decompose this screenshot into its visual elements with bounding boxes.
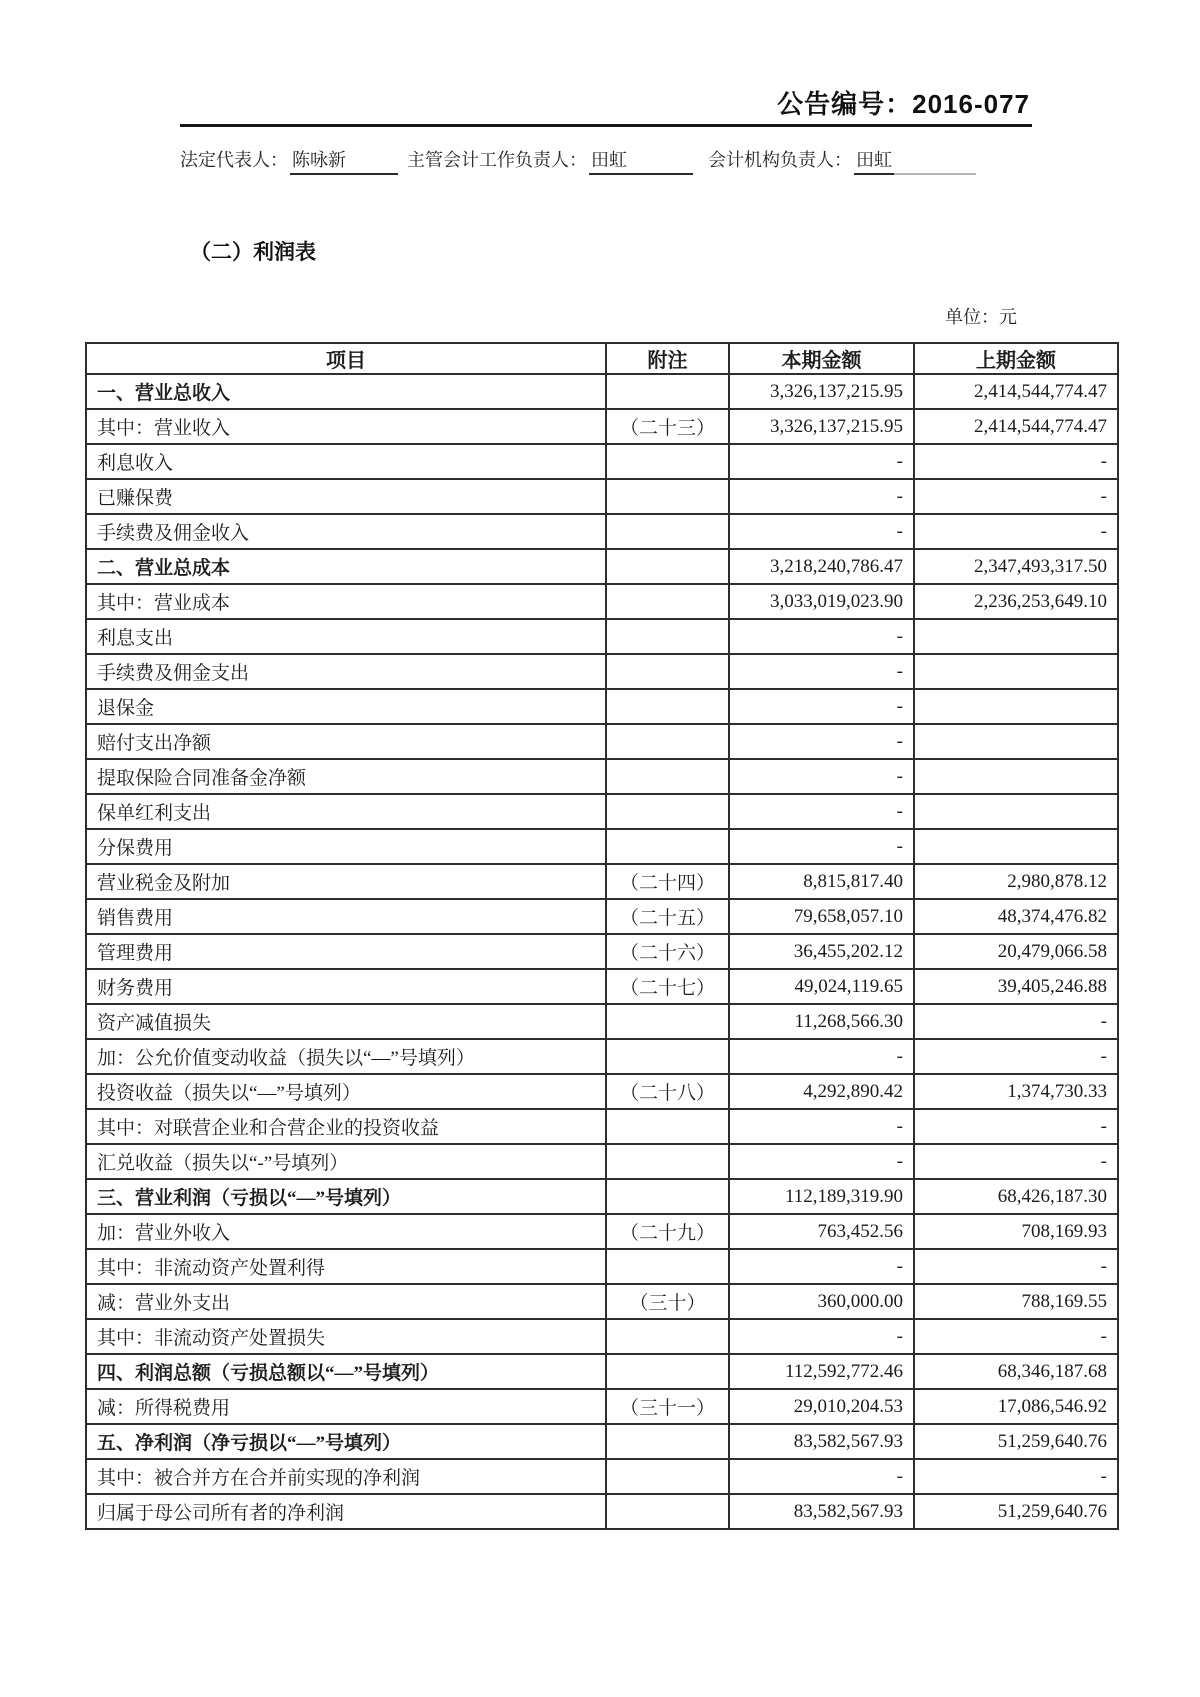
previous-amount-cell: 51,259,640.76 [914, 1494, 1118, 1529]
note-cell [606, 514, 729, 549]
current-amount-cell: 79,658,057.10 [729, 899, 914, 934]
item-cell: 利息收入 [86, 444, 606, 479]
item-cell: 资产减值损失 [86, 1004, 606, 1039]
item-cell: 赔付支出净额 [86, 724, 606, 759]
item-cell: 其中：被合并方在合并前实现的净利润 [86, 1459, 606, 1494]
current-amount-cell: 3,326,137,215.95 [729, 409, 914, 444]
item-cell: 营业税金及附加 [86, 864, 606, 899]
previous-amount-cell [914, 724, 1118, 759]
item-cell: 加：公允价值变动收益（损失以“—”号填列） [86, 1039, 606, 1074]
table-row [86, 689, 1118, 724]
column-header-current-amount: 本期金额 [729, 343, 914, 374]
table-row [86, 479, 1118, 514]
previous-amount-cell: 51,259,640.76 [914, 1424, 1118, 1459]
current-amount-cell: - [729, 1039, 914, 1074]
current-amount-cell: - [729, 619, 914, 654]
legal-rep-label: 法定代表人： [180, 150, 288, 170]
table-row [86, 724, 1118, 759]
table-row [86, 969, 1118, 1004]
accounting-dept-head-name: 田虹 [854, 146, 894, 175]
previous-amount-cell [914, 759, 1118, 794]
note-cell [606, 759, 729, 794]
previous-amount-cell: 68,426,187.30 [914, 1179, 1118, 1214]
previous-amount-cell [914, 794, 1118, 829]
item-cell: 其中：营业成本 [86, 584, 606, 619]
item-cell: 提取保险合同准备金净额 [86, 759, 606, 794]
previous-amount-cell: 708,169.93 [914, 1214, 1118, 1249]
table-row [86, 1004, 1118, 1039]
previous-amount-cell: - [914, 1039, 1118, 1074]
current-amount-cell: 763,452.56 [729, 1214, 914, 1249]
previous-amount-cell: 2,347,493,317.50 [914, 549, 1118, 584]
current-amount-cell: 3,033,019,023.90 [729, 584, 914, 619]
table-row [86, 1494, 1118, 1529]
note-cell [606, 689, 729, 724]
previous-amount-cell: 48,374,476.82 [914, 899, 1118, 934]
note-cell: （二十四） [606, 864, 729, 899]
previous-amount-cell: - [914, 1249, 1118, 1284]
table-row [86, 1319, 1118, 1354]
table-row [86, 1144, 1118, 1179]
item-cell: 手续费及佣金支出 [86, 654, 606, 689]
previous-amount-cell: 17,086,546.92 [914, 1389, 1118, 1424]
table-row [86, 514, 1118, 549]
current-amount-cell: - [729, 759, 914, 794]
note-cell [606, 724, 729, 759]
note-cell [606, 549, 729, 584]
current-amount-cell: - [729, 724, 914, 759]
table-row [86, 409, 1118, 444]
table-row [86, 899, 1118, 934]
item-cell: 加：营业外收入 [86, 1214, 606, 1249]
current-amount-cell: - [729, 444, 914, 479]
item-cell: 投资收益（损失以“—”号填列） [86, 1074, 606, 1109]
item-cell: 手续费及佣金收入 [86, 514, 606, 549]
current-amount-cell: - [729, 1459, 914, 1494]
table-header-row [86, 343, 1118, 374]
note-cell [606, 1179, 729, 1214]
item-cell: 二、营业总成本 [86, 549, 606, 584]
item-cell: 三、营业利润（亏损以“—”号填列） [86, 1179, 606, 1214]
previous-amount-cell: 68,346,187.68 [914, 1354, 1118, 1389]
note-cell [606, 1109, 729, 1144]
item-cell: 利息支出 [86, 619, 606, 654]
current-amount-cell: 112,189,319.90 [729, 1179, 914, 1214]
table-row [86, 584, 1118, 619]
note-cell [606, 619, 729, 654]
previous-amount-cell: - [914, 1109, 1118, 1144]
note-cell: （二十七） [606, 969, 729, 1004]
previous-amount-cell: - [914, 1004, 1118, 1039]
current-amount-cell: 3,326,137,215.95 [729, 374, 914, 409]
section-title: （二）利润表 [190, 241, 316, 264]
income-statement-table [85, 342, 1119, 1530]
item-cell: 五、净利润（净亏损以“—”号填列） [86, 1424, 606, 1459]
note-cell [606, 1494, 729, 1529]
previous-amount-cell: 2,980,878.12 [914, 864, 1118, 899]
previous-amount-cell: 39,405,246.88 [914, 969, 1118, 1004]
item-cell: 汇兑收益（损失以“-”号填列） [86, 1144, 606, 1179]
table-row [86, 1389, 1118, 1424]
chief-accounting-officer-name: 田虹 [589, 146, 629, 175]
table-row [86, 1284, 1118, 1319]
table-row [86, 619, 1118, 654]
note-cell: （三十一） [606, 1389, 729, 1424]
previous-amount-cell [914, 829, 1118, 864]
current-amount-cell: - [729, 689, 914, 724]
income-table-body [86, 374, 1118, 1529]
previous-amount-cell: - [914, 1144, 1118, 1179]
note-cell [606, 1249, 729, 1284]
note-cell [606, 584, 729, 619]
table-row [86, 829, 1118, 864]
item-cell: 退保金 [86, 689, 606, 724]
announcement-number: 公告编号：2016-077 [777, 89, 1030, 119]
table-row [86, 934, 1118, 969]
legal-rep-underline [348, 155, 398, 175]
note-cell [606, 1319, 729, 1354]
current-amount-cell: 112,592,772.46 [729, 1354, 914, 1389]
current-amount-cell: - [729, 514, 914, 549]
table-row [86, 1074, 1118, 1109]
previous-amount-cell: 2,414,544,774.47 [914, 409, 1118, 444]
item-cell: 分保费用 [86, 829, 606, 864]
table-row [86, 1459, 1118, 1494]
current-amount-cell: 49,024,119.65 [729, 969, 914, 1004]
column-header-item: 项目 [86, 343, 606, 374]
current-amount-cell: - [729, 479, 914, 514]
table-row [86, 374, 1118, 409]
note-cell: （二十三） [606, 409, 729, 444]
item-cell: 已赚保费 [86, 479, 606, 514]
note-cell [606, 1004, 729, 1039]
current-amount-cell: - [729, 1319, 914, 1354]
note-cell [606, 829, 729, 864]
table-row [86, 864, 1118, 899]
table-row [86, 1039, 1118, 1074]
item-cell: 减：营业外支出 [86, 1284, 606, 1319]
current-amount-cell: 29,010,204.53 [729, 1389, 914, 1424]
current-amount-cell: 360,000.00 [729, 1284, 914, 1319]
chief-accounting-officer-label: 主管会计工作负责人： [407, 150, 587, 170]
table-row [86, 444, 1118, 479]
signature-line [180, 146, 976, 175]
note-cell [606, 374, 729, 409]
table-row [86, 654, 1118, 689]
current-amount-cell: - [729, 654, 914, 689]
column-header-previous-amount: 上期金额 [914, 343, 1118, 374]
note-cell [606, 444, 729, 479]
item-cell: 减：所得税费用 [86, 1389, 606, 1424]
item-cell: 管理费用 [86, 934, 606, 969]
note-cell [606, 654, 729, 689]
table-row [86, 549, 1118, 584]
item-cell: 四、利润总额（亏损总额以“—”号填列） [86, 1354, 606, 1389]
legal-rep-name: 陈咏新 [290, 146, 348, 175]
table-row [86, 1109, 1118, 1144]
column-header-note: 附注 [606, 343, 729, 374]
previous-amount-cell: 20,479,066.58 [914, 934, 1118, 969]
note-cell [606, 1354, 729, 1389]
table-row [86, 759, 1118, 794]
current-amount-cell: 8,815,817.40 [729, 864, 914, 899]
previous-amount-cell: - [914, 514, 1118, 549]
current-amount-cell: - [729, 794, 914, 829]
note-cell: （二十五） [606, 899, 729, 934]
current-amount-cell: 36,455,202.12 [729, 934, 914, 969]
note-cell: （二十八） [606, 1074, 729, 1109]
header-rule [180, 124, 1032, 127]
current-amount-cell: 11,268,566.30 [729, 1004, 914, 1039]
current-amount-cell: - [729, 1144, 914, 1179]
current-amount-cell: - [729, 829, 914, 864]
previous-amount-cell [914, 689, 1118, 724]
previous-amount-cell: - [914, 1319, 1118, 1354]
previous-amount-cell: 2,414,544,774.47 [914, 374, 1118, 409]
current-amount-cell: 4,292,890.42 [729, 1074, 914, 1109]
table-row [86, 1354, 1118, 1389]
item-cell: 其中：对联营企业和合营企业的投资收益 [86, 1109, 606, 1144]
item-cell: 销售费用 [86, 899, 606, 934]
previous-amount-cell [914, 654, 1118, 689]
previous-amount-cell: - [914, 479, 1118, 514]
current-amount-cell: 3,218,240,786.47 [729, 549, 914, 584]
item-cell: 一、营业总收入 [86, 374, 606, 409]
item-cell: 财务费用 [86, 969, 606, 1004]
current-amount-cell: 83,582,567.93 [729, 1424, 914, 1459]
current-amount-cell: 83,582,567.93 [729, 1494, 914, 1529]
table-row [86, 1179, 1118, 1214]
previous-amount-cell: 1,374,730.33 [914, 1074, 1118, 1109]
note-cell: （二十九） [606, 1214, 729, 1249]
table-row [86, 1424, 1118, 1459]
item-cell: 归属于母公司所有者的净利润 [86, 1494, 606, 1529]
note-cell [606, 1144, 729, 1179]
table-row [86, 1214, 1118, 1249]
note-cell [606, 479, 729, 514]
item-cell: 其中：非流动资产处置利得 [86, 1249, 606, 1284]
accounting-dept-head-underline [894, 155, 976, 175]
table-row [86, 794, 1118, 829]
previous-amount-cell: - [914, 1459, 1118, 1494]
table-row [86, 1249, 1118, 1284]
item-cell: 其中：营业收入 [86, 409, 606, 444]
previous-amount-cell: 2,236,253,649.10 [914, 584, 1118, 619]
accounting-dept-head-label: 会计机构负责人： [708, 150, 852, 170]
note-cell [606, 1039, 729, 1074]
note-cell: （二十六） [606, 934, 729, 969]
current-amount-cell: - [729, 1249, 914, 1284]
note-cell: （三十） [606, 1284, 729, 1319]
item-cell: 其中：非流动资产处置损失 [86, 1319, 606, 1354]
previous-amount-cell [914, 619, 1118, 654]
note-cell [606, 794, 729, 829]
chief-accounting-officer-underline [629, 155, 693, 175]
current-amount-cell: - [729, 1109, 914, 1144]
item-cell: 保单红利支出 [86, 794, 606, 829]
note-cell [606, 1459, 729, 1494]
previous-amount-cell: 788,169.55 [914, 1284, 1118, 1319]
unit-label: 单位：元 [945, 307, 1017, 327]
note-cell [606, 1424, 729, 1459]
previous-amount-cell: - [914, 444, 1118, 479]
